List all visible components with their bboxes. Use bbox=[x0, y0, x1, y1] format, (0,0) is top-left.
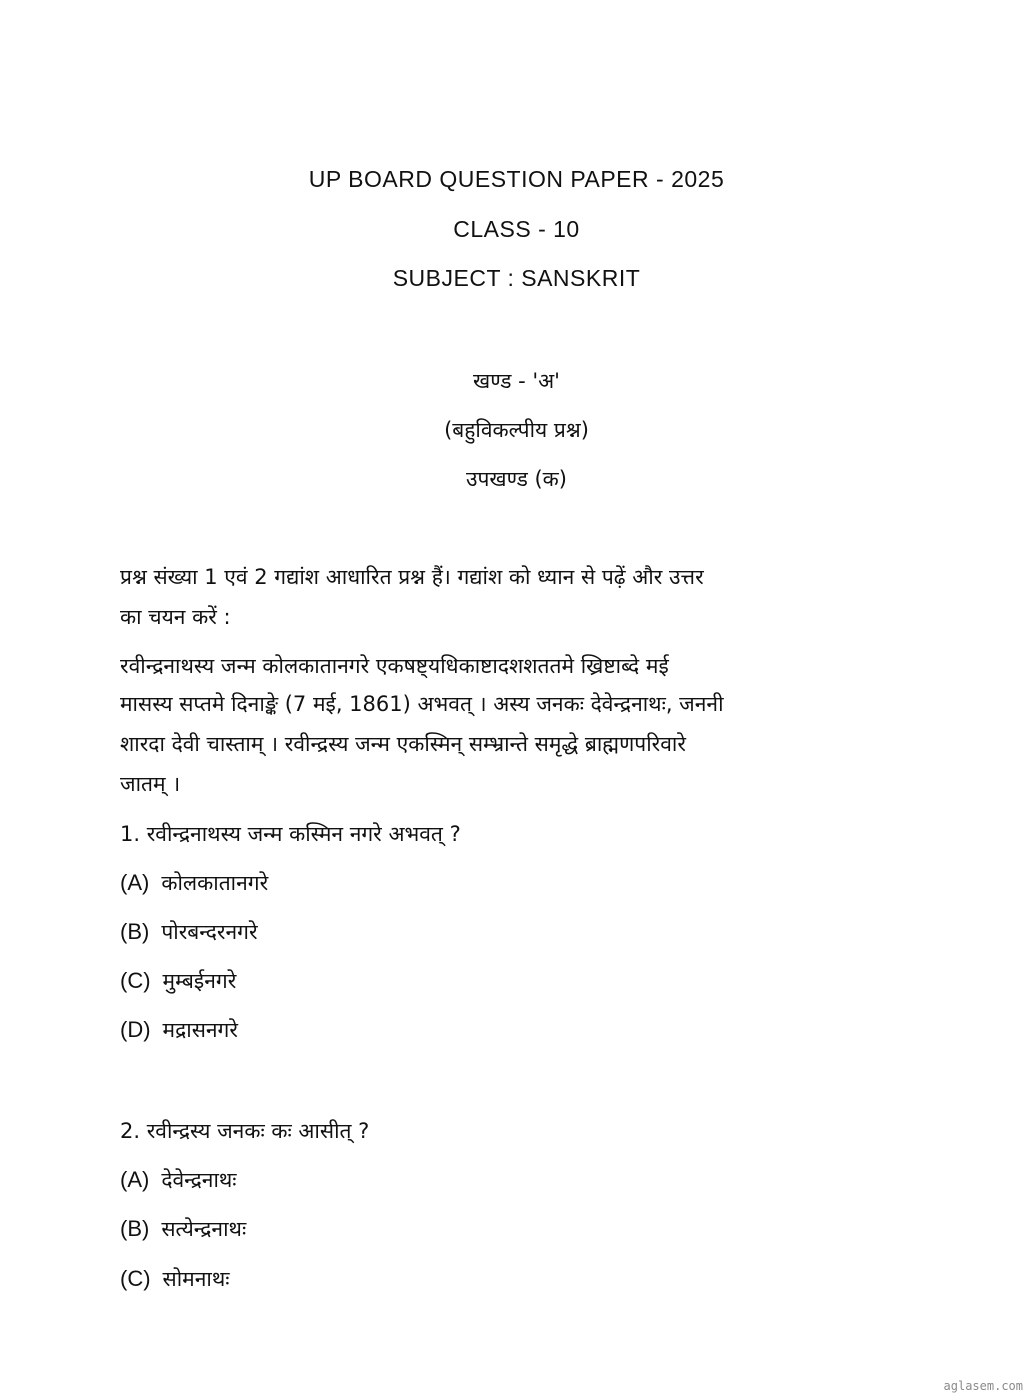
option-item bbox=[120, 869, 268, 897]
passage-line: जातम् । bbox=[120, 772, 181, 796]
subject-label: SUBJECT : SANSKRIT bbox=[392, 265, 641, 291]
passage-line: शारदा देवी चास्ताम् । रवीन्द्रस्य जन्म एकस्मिन् सम्भ्रान्ते समृद्धे ब्राह्मणपरिवारे bbox=[120, 732, 686, 756]
watermark: aglasem.com bbox=[943, 1379, 1023, 1393]
option-text: सत्येन्द्रनाथः bbox=[161, 1217, 247, 1241]
option-label: (A) bbox=[120, 1167, 150, 1192]
paper-title: UP BOARD QUESTION PAPER - 2025 bbox=[308, 166, 725, 192]
passage-line: मासस्य सप्तमे दिनाङ्के (7 मई, 1861) अभवत् । अस्य जनकः देवेन्द्रनाथः, जननी bbox=[120, 692, 724, 716]
option-text: मद्रासनगरे bbox=[162, 1018, 238, 1042]
option-item bbox=[120, 1265, 230, 1293]
option-text: कोलकातानगरे bbox=[161, 871, 269, 895]
option-text: पोरबन्दरनगरे bbox=[161, 920, 258, 944]
passage-line: रवीन्द्रनाथस्य जन्म कोलकातानगरे एकषष्ट्यधिकाष्टादशशततमे ख्रिष्टाब्दे मई bbox=[120, 654, 669, 678]
option-item bbox=[120, 918, 258, 946]
option-item bbox=[120, 1166, 237, 1194]
option-label: (A) bbox=[120, 870, 150, 895]
option-text: देवेन्द्रनाथः bbox=[161, 1168, 237, 1192]
option-item bbox=[120, 967, 236, 995]
question-text: 2. रवीन्द्रस्य जनकः कः आसीत् ? bbox=[120, 1119, 370, 1143]
option-text: मुम्बईनगरे bbox=[162, 969, 237, 993]
option-label: (C) bbox=[120, 1266, 151, 1291]
section-name: खण्ड - 'अ' bbox=[473, 369, 560, 393]
option-label: (C) bbox=[120, 968, 151, 993]
subsection-name: उपखण्ड (क) bbox=[465, 467, 567, 491]
option-text: सोमनाथः bbox=[162, 1267, 230, 1291]
question-text: 1. रवीन्द्रनाथस्य जन्म कस्मिन नगरे अभवत् ? bbox=[120, 822, 461, 846]
option-item bbox=[120, 1215, 246, 1243]
option-label: (B) bbox=[120, 1216, 150, 1241]
instruction-line: का चयन करें : bbox=[120, 605, 231, 629]
section-type: (बहुविकल्पीय प्रश्न) bbox=[444, 418, 589, 442]
instruction-line: प्रश्न संख्या 1 एवं 2 गद्यांश आधारित प्रश्न हैं। गद्यांश को ध्यान से पढ़ें और उत्तर bbox=[120, 565, 704, 589]
option-item bbox=[120, 1016, 238, 1044]
option-label: (D) bbox=[120, 1017, 151, 1042]
class-label: CLASS - 10 bbox=[453, 216, 580, 242]
option-label: (B) bbox=[120, 919, 150, 944]
